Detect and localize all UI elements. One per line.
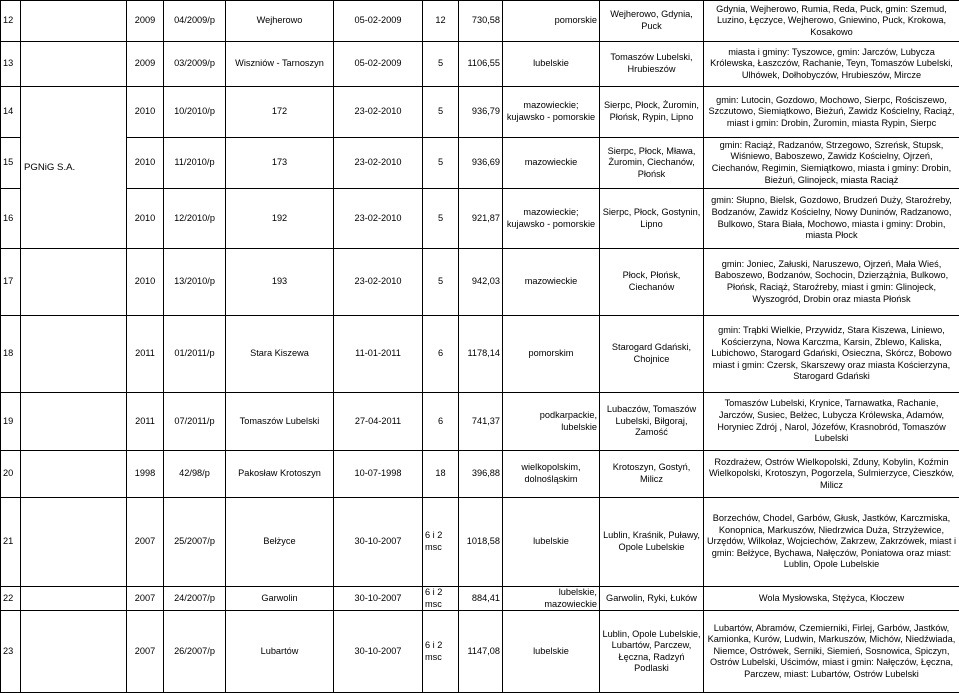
count: 5 (423, 189, 459, 249)
issue-date: 27-04-2011 (334, 393, 423, 451)
counties: Lubaczów, Tomaszów Lubelski, Biłgoraj, Zamość (600, 393, 704, 451)
communes: Borzechów, Chodel, Garbów, Głusk, Jastków, Karczmiska, Konopnica, Markuszów, Niedrzwica Duża, Strzyżewice, Urzędów, Wilkołaz, Wojciechów, Zakrzew, Zakrzówek, miast i gmin: Bełżyce, Bychawa, Nałęczów, Poniatowa oraz miast: Lublin, Opole Lubelskie (704, 498, 959, 587)
communes: gmin: Trąbki Wielkie, Przywidz, Stara Kiszewa, Liniewo, Kościerzyna, Nowa Karczma, Karsin, Zblewo, Kaliska, Lubichowo, Starogard Gdański, Osieczna, Skórcz, Bobowo miast i gmin: Czersk, Skarszewy oraz miasta Kościerzyna, Starogard Gdański (704, 316, 959, 393)
count: 5 (423, 87, 459, 138)
concession-number: 13/2010/p (164, 249, 226, 316)
table-row (1, 316, 959, 393)
area: 942,03 (459, 249, 503, 316)
concession-name: Wejherowo (226, 1, 334, 42)
row-number: 19 (1, 393, 21, 451)
row-number: 14 (1, 87, 21, 138)
count: 5 (423, 138, 459, 189)
voivodeship: wielkopolskim, dolnośląskim (503, 451, 600, 498)
voivodeship: mazowieckie; kujawsko - pomorskie (503, 189, 600, 249)
issue-date: 23-02-2010 (334, 189, 423, 249)
counties: Starogard Gdański, Chojnice (600, 316, 704, 393)
counties: Krotoszyn, Gostyń, Milicz (600, 451, 704, 498)
communes: miasta i gminy: Tyszowce, gmin: Jarczów, Lubycza Królewska, Łaszczów, Rachanie, Teyn, Tomaszów Lubelski, Ulhówek, Dołhobyczów, Hrubieszów, Mircze (704, 42, 959, 87)
voivodeship: lubelskie (503, 42, 600, 87)
issue-date: 30-10-2007 (334, 611, 423, 693)
communes: gmin: Słupno, Bielsk, Gozdowo, Brudzeń Duży, Staroźreby, Bodzanów, Zawidz Kościelny, Nowy Duninów, Radzanowo, Bulkowo, Stara Biała, Mochowo, miasta i gminy: Drobin, miasta Płock (704, 189, 959, 249)
area: 1106,55 (459, 42, 503, 87)
voivodeship: lubelskie, mazowieckie (503, 587, 600, 611)
row-number: 23 (1, 611, 21, 693)
counties: Sierpc, Płock, Gostynin, Lipno (600, 189, 704, 249)
row-number: 21 (1, 498, 21, 587)
row-number: 17 (1, 249, 21, 316)
concession-name: 193 (226, 249, 334, 316)
voivodeship: lubelskie (503, 611, 600, 693)
concession-number: 11/2010/p (164, 138, 226, 189)
year: 2010 (127, 189, 164, 249)
concession-name: Garwolin (226, 587, 334, 611)
counties: Tomaszów Lubelski, Hrubieszów (600, 42, 704, 87)
area: 730,58 (459, 1, 503, 42)
area: 396,88 (459, 451, 503, 498)
table-row (1, 189, 959, 249)
voivodeship: mazowieckie (503, 138, 600, 189)
count: 18 (423, 451, 459, 498)
communes: gmin: Joniec, Załuski, Naruszewo, Ojrzeń, Mała Wieś, Baboszewo, Bodzanów, Sochocin, Dzierzążnia, Bulkowo, Płońsk, Raciąż, Staroźreby, miast i gmin: Glinojeck, Wyszogród, Drobin oraz miasta Płońsk (704, 249, 959, 316)
count: 6 (423, 316, 459, 393)
concession-number: 12/2010/p (164, 189, 226, 249)
year: 2011 (127, 393, 164, 451)
concession-number: 01/2011/p (164, 316, 226, 393)
issue-date: 05-02-2009 (334, 42, 423, 87)
area: 936,69 (459, 138, 503, 189)
communes: Gdynia, Wejherowo, Rumia, Reda, Puck, gmin: Szemud, Luzino, Łęczyce, Wejherowo, Gniewino, Puck, Krokowa, Kosakowo (704, 1, 959, 42)
communes: gmin: Lutocin, Gozdowo, Mochowo, Sierpc, Rościszewo, Szczutowo, Siemiątkowo, Bieżuń, Zawidz Kościelny, Raciąż, miast i gmin: Drobin, Żuromin, miasta Rypin, Sierpc (704, 87, 959, 138)
concession-name: 173 (226, 138, 334, 189)
table-row (1, 87, 959, 138)
issue-date: 23-02-2010 (334, 249, 423, 316)
counties: Płock, Płońsk, Ciechanów (600, 249, 704, 316)
voivodeship: mazowieckie (503, 249, 600, 316)
voivodeship: pomorskie (503, 1, 600, 42)
year: 2010 (127, 249, 164, 316)
concession-number: 03/2009/p (164, 42, 226, 87)
year: 2010 (127, 138, 164, 189)
year: 2011 (127, 316, 164, 393)
counties: Wejherowo, Gdynia, Puck (600, 1, 704, 42)
year: 2007 (127, 587, 164, 611)
counties: Sierpc, Płock, Mława, Żuromin, Ciechanów, Płońsk (600, 138, 704, 189)
area: 741,37 (459, 393, 503, 451)
issue-date: 30-10-2007 (334, 498, 423, 587)
voivodeship: pomorskim (503, 316, 600, 393)
issue-date: 30-10-2007 (334, 587, 423, 611)
concession-name: Bełżyce (226, 498, 334, 587)
table-row (1, 587, 959, 611)
table-row (1, 611, 959, 693)
area: 1178,14 (459, 316, 503, 393)
concession-number: 25/2007/p (164, 498, 226, 587)
count: 12 (423, 1, 459, 42)
count: 5 (423, 42, 459, 87)
year: 2007 (127, 611, 164, 693)
concession-name: Lubartów (226, 611, 334, 693)
concession-name: Stara Kiszewa (226, 316, 334, 393)
concession-number: 24/2007/p (164, 587, 226, 611)
voivodeship: lubelskie (503, 498, 600, 587)
row-number: 18 (1, 316, 21, 393)
area: 884,41 (459, 587, 503, 611)
issue-date: 11-01-2011 (334, 316, 423, 393)
communes: Lubartów, Abramów, Czemierniki, Firlej, Garbów, Jastków, Kamionka, Kurów, Ludwin, Markuszów, Michów, Niedźwiada, Niemce, Ostrówek, Serniki, Siemień, Sosnowica, Spiczyn, Ostrów Lubelski, Uścimów, miast i gmin: Nałęczów, Łęczna, Parczew, miast: Lubartów, Ostrów Lubelski (704, 611, 959, 693)
row-number: 22 (1, 587, 21, 611)
count: 6 i 2 msc (423, 611, 459, 693)
row-number: 20 (1, 451, 21, 498)
year: 1998 (127, 451, 164, 498)
concession-name: Tomaszów Lubelski (226, 393, 334, 451)
communes: gmin: Raciąż, Radzanów, Strzegowo, Szreńsk, Stupsk, Wiśniewo, Baboszewo, Zawidz Kościelny, Ojrzeń, Ciechanów, Regimin, Siemiątkowo, miasta i gminy: Drobin, Bieżuń, Glinojeck, miasta Raciąż (704, 138, 959, 189)
row-number: 16 (1, 189, 21, 249)
year: 2009 (127, 42, 164, 87)
communes: Wola Mysłowska, Stężyca, Kłoczew (704, 587, 959, 611)
count: 5 (423, 249, 459, 316)
counties: Sierpc, Płock, Żuromin, Płońsk, Rypin, Lipno (600, 87, 704, 138)
row-number: 15 (1, 138, 21, 189)
issue-date: 23-02-2010 (334, 138, 423, 189)
table-row (1, 138, 959, 189)
counties: Garwolin, Ryki, Łuków (600, 587, 704, 611)
area: 1147,08 (459, 611, 503, 693)
count: 6 i 2 msc (423, 587, 459, 611)
table-row (1, 393, 959, 451)
table-row (1, 451, 959, 498)
concession-number: 42/98/p (164, 451, 226, 498)
concession-number: 07/2011/p (164, 393, 226, 451)
voivodeship: mazowieckie; kujawsko - pomorskie (503, 87, 600, 138)
row-number: 12 (1, 1, 21, 42)
counties: Lublin, Kraśnik, Puławy, Opole Lubelskie (600, 498, 704, 587)
concession-number: 10/2010/p (164, 87, 226, 138)
year: 2009 (127, 1, 164, 42)
table-row (1, 1, 959, 42)
row-number: 13 (1, 42, 21, 87)
count: 6 (423, 393, 459, 451)
voivodeship: podkarpackie, lubelskie (503, 393, 600, 451)
area: 936,79 (459, 87, 503, 138)
area: 921,87 (459, 189, 503, 249)
concession-name: 172 (226, 87, 334, 138)
counties: Lublin, Opole Lubelskie, Lubartów, Parczew, Łęczna, Radzyń Podlaski (600, 611, 704, 693)
area: 1018,58 (459, 498, 503, 587)
communes: Rozdrażew, Ostrów Wielkopolski, Zduny, Kobylin, Koźmin Wielkopolski, Krotoszyn, Pogorzela, Sulmierzyce, Cieszków, Milicz (704, 451, 959, 498)
concession-name: Wiszniów - Tarnoszyn (226, 42, 334, 87)
table-row (1, 42, 959, 87)
table-row (1, 249, 959, 316)
issue-date: 23-02-2010 (334, 87, 423, 138)
year: 2010 (127, 87, 164, 138)
company-name: PGNiG S.A. (21, 87, 127, 249)
count: 6 i 2 msc (423, 498, 459, 587)
year: 2007 (127, 498, 164, 587)
concession-number: 04/2009/p (164, 1, 226, 42)
concession-name: Pakosław Krotoszyn (226, 451, 334, 498)
issue-date: 10-07-1998 (334, 451, 423, 498)
issue-date: 05-02-2009 (334, 1, 423, 42)
concession-number: 26/2007/p (164, 611, 226, 693)
concession-name: 192 (226, 189, 334, 249)
communes: Tomaszów Lubelski, Krynice, Tarnawatka, Rachanie, Jarczów, Susiec, Bełżec, Lubycza Królewska, Adamów, Horyniec Zdrój , Narol, Józefów, Krasnobród, Tomaszów Lubelski (704, 393, 959, 451)
table-row (1, 498, 959, 587)
